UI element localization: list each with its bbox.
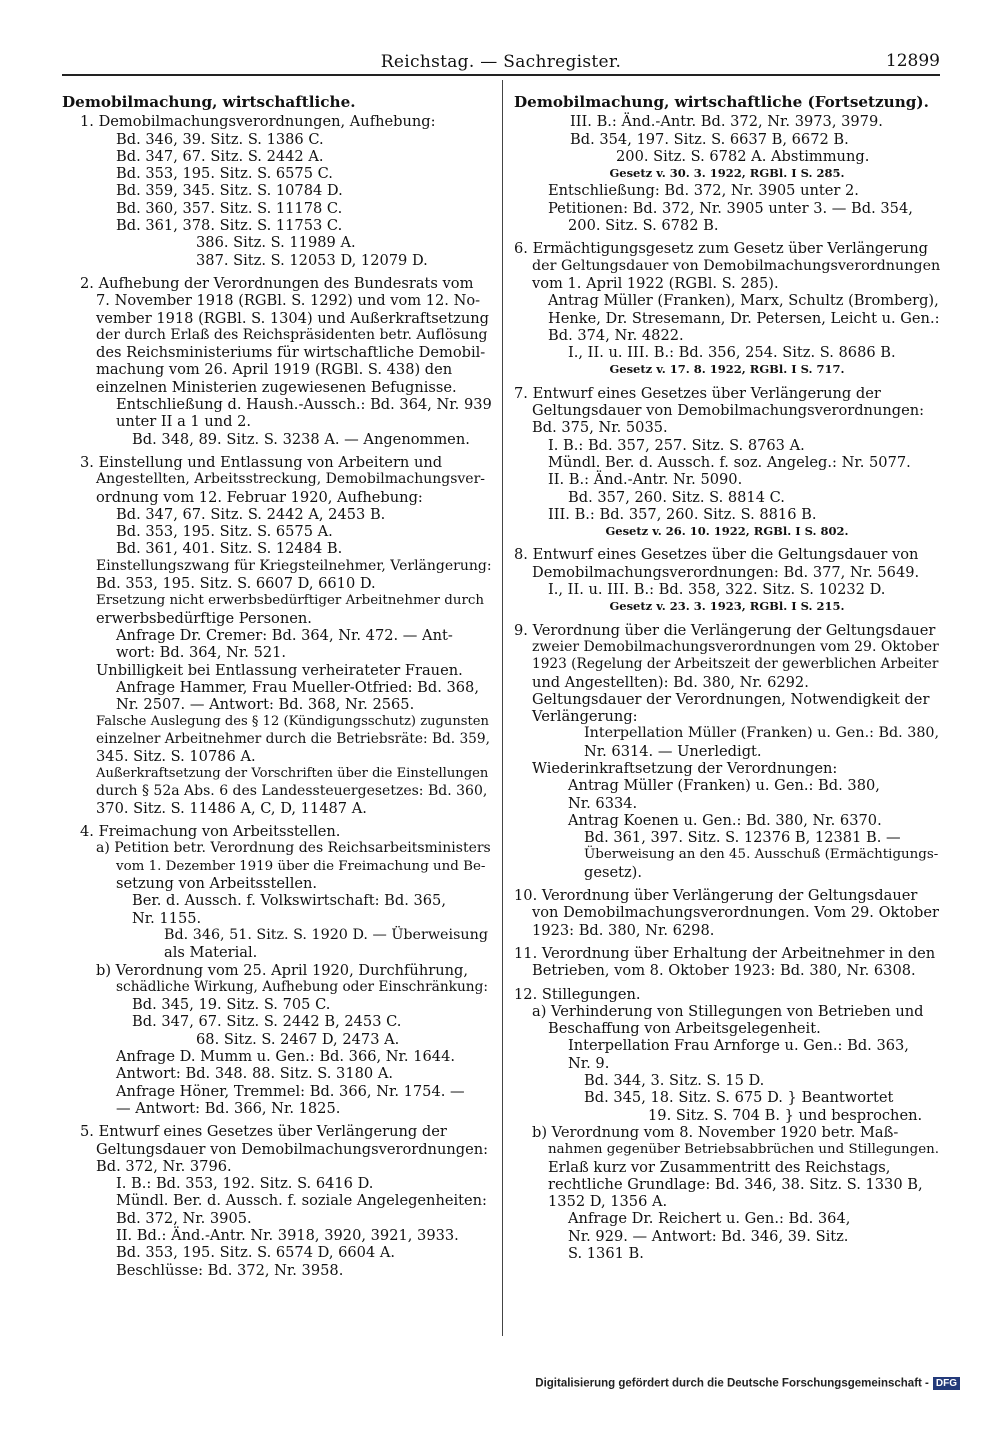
index-line: Demobilmachungsverordnungen: Bd. 377, Nr. 5649.: [532, 563, 920, 581]
index-line: Entschließung: Bd. 372, Nr. 3905 unter 2.: [548, 182, 859, 200]
law-reference: Gesetz v. 30. 3. 1922, RGBl. I S. 285.: [609, 166, 845, 181]
index-line: Bd. 346, 51. Sitz. S. 1920 D. — Überweisung: [164, 926, 488, 943]
index-line: Bd. 346, 39. Sitz. S. 1386 C.: [116, 130, 324, 148]
index-line: Henke, Dr. Stresemann, Dr. Petersen, Leicht u. Gen.:: [548, 309, 940, 327]
index-line: — Antwort: Bd. 366, Nr. 1825.: [116, 1099, 341, 1117]
index-line: Bd. 360, 357. Sitz. S. 11178 C.: [116, 199, 343, 217]
index-line: I., II. u. III. B.: Bd. 356, 254. Sitz. S. 8686 B.: [568, 344, 896, 362]
column-divider: [502, 80, 503, 1336]
index-line: 9. Verordnung über die Verlängerung der Geltungsdauer: [514, 621, 936, 639]
index-line: II. Bd.: Änd.-Antr. Nr. 3918, 3920, 3921, 3933.: [116, 1227, 459, 1244]
index-line: Anfrage Dr. Cremer: Bd. 364, Nr. 472. — Ant-: [116, 626, 453, 644]
index-line: Beschlüsse: Bd. 372, Nr. 3958.: [116, 1261, 344, 1279]
index-line: Bd. 354, 197. Sitz. S. 6637 B, 6672 B.: [570, 130, 849, 148]
index-line: 11. Verordnung über Erhaltung der Arbeitnehmer in den: [514, 944, 936, 962]
index-line: Betrieben, vom 8. Oktober 1923: Bd. 380, Nr. 6308.: [532, 962, 916, 980]
index-line: Bd. 361, 378. Sitz. S. 11753 C.: [116, 217, 343, 235]
index-line: 1352 D, 1356 A.: [548, 1193, 668, 1211]
index-line: Nr. 929. — Antwort: Bd. 346, 39. Sitz.: [568, 1227, 849, 1245]
index-line: 345. Sitz. S. 10786 A.: [96, 747, 256, 765]
index-line: Geltungsdauer der Verordnungen, Notwendigkeit der: [532, 690, 930, 708]
index-line: Unbilligkeit bei Entlassung verheirateter Frauen.: [96, 661, 463, 679]
index-line: gesetz).: [584, 863, 642, 881]
law-reference: Gesetz v. 23. 3. 1923, RGBl. I S. 215.: [609, 599, 845, 614]
index-line: Außerkraftsetzung der Vorschriften über die Einstellungen: [96, 766, 489, 782]
index-line: 19. Sitz. S. 704 B. } und besprochen.: [648, 1106, 923, 1124]
index-line: Nr. 2507. — Antwort: Bd. 368, Nr. 2565.: [116, 696, 415, 714]
index-line: Beschaffung von Arbeitsgelegenheit.: [548, 1020, 821, 1038]
index-line: Petitionen: Bd. 372, Nr. 3905 unter 3. — Bd. 354,: [548, 199, 913, 217]
index-line: Bd. 347, 67. Sitz. S. 2442 A, 2453 B.: [116, 505, 386, 523]
index-line: Verlängerung:: [532, 708, 638, 726]
index-line: nahmen gegenüber Betriebsabbrüchen und Stillegungen.: [548, 1142, 940, 1158]
index-line: 2. Aufhebung der Verordnungen des Bundesrats vom: [80, 274, 474, 292]
index-line: Bd. 345, 19. Sitz. S. 705 C.: [132, 996, 331, 1014]
index-line: 8. Entwurf eines Gesetzes über die Geltungsdauer von: [514, 546, 919, 564]
index-line: Erlaß kurz vor Zusammentritt des Reichstags,: [548, 1158, 891, 1176]
index-line: Nr. 6314. — Unerledigt.: [584, 742, 762, 760]
index-line: Bd. 353, 195. Sitz. S. 6575 C.: [116, 165, 333, 183]
index-line: Bd. 345, 18. Sitz. S. 675 D. } Beantwortet: [584, 1089, 894, 1107]
index-line: Anfrage Dr. Reichert u. Gen.: Bd. 364,: [568, 1210, 851, 1228]
footer-text: Digitalisierung gefördert durch die Deutsche Forschungsgemeinschaft -: [535, 1377, 929, 1390]
index-line: als Material.: [164, 944, 258, 962]
index-line: Bd. 347, 67. Sitz. S. 2442 B, 2453 C.: [132, 1013, 402, 1031]
index-line: III. B.: Änd.-Antr. Bd. 372, Nr. 3973, 3979.: [570, 113, 883, 131]
index-line: S. 1361 B.: [568, 1245, 644, 1262]
index-line: Interpellation Frau Arnforge u. Gen.: Bd. 363,: [568, 1037, 909, 1055]
index-line: 7. Entwurf eines Gesetzes über Verlängerung der: [514, 384, 881, 402]
index-line: Ber. d. Aussch. f. Volkswirtschaft: Bd. 365,: [132, 892, 446, 910]
index-line: Bd. 372, Nr. 3905.: [116, 1209, 252, 1227]
index-line: 4. Freimachung von Arbeitsstellen.: [80, 823, 341, 841]
index-line: Bd. 347, 67. Sitz. S. 2442 A.: [116, 147, 324, 165]
index-line: Geltungsdauer von Demobilmachungsverordnungen:: [532, 402, 925, 420]
index-line: III. B.: Bd. 357, 260. Sitz. S. 8816 B.: [548, 505, 817, 523]
index-line: rechtliche Grundlage: Bd. 346, 38. Sitz. S. 1330 B,: [548, 1175, 923, 1193]
index-line: von Demobilmachungsverordnungen. Vom 29. Oktober: [532, 904, 939, 922]
section-heading: Demobilmachung, wirtschaftliche.: [62, 93, 356, 111]
index-line: I. B.: Bd. 353, 192. Sitz. S. 6416 D.: [116, 1175, 374, 1193]
index-line: Interpellation Müller (Franken) u. Gen.: Bd. 380,: [584, 725, 940, 742]
index-line: Angestellten, Arbeitsstreckung, Demobilmachungsver-: [96, 471, 486, 488]
index-line: II. B.: Änd.-Antr. Nr. 5090.: [548, 471, 743, 489]
law-reference: Gesetz v. 17. 8. 1922, RGBl. I S. 717.: [609, 362, 845, 377]
index-line: des Reichsministeriums für wirtschaftliche Demobil-: [96, 344, 486, 362]
index-line: Antrag Koenen u. Gen.: Bd. 380, Nr. 6370.: [568, 811, 882, 829]
right-column: [514, 94, 940, 1262]
index-line: vember 1918 (RGBl. S. 1304) und Außerkraftsetzung: [96, 309, 490, 327]
index-line: Mündl. Ber. d. Aussch. f. soz. Angeleg.: Nr. 5077.: [548, 453, 911, 471]
index-line: a) Verhinderung von Stillegungen von Betrieben und: [532, 1002, 924, 1020]
index-line: 7. November 1918 (RGBl. S. 1292) und vom 12. No-: [96, 292, 481, 310]
page-header: [62, 48, 940, 76]
index-line: 200. Sitz. S. 6782 A. Abstimmung.: [616, 147, 870, 165]
index-line: erwerbsbedürftige Personen.: [96, 609, 312, 627]
page-number: 12899: [885, 51, 940, 71]
index-line: wort: Bd. 364, Nr. 521.: [116, 644, 287, 662]
index-line: Bd. 357, 260. Sitz. S. 8814 C.: [568, 488, 785, 506]
index-line: 1923: Bd. 380, Nr. 6298.: [532, 921, 715, 939]
index-line: unter II a 1 und 2.: [116, 413, 252, 431]
index-line: Bd. 348, 89. Sitz. S. 3238 A. — Angenommen.: [132, 430, 470, 448]
index-line: Anfrage Hammer, Frau Mueller-Otfried: Bd. 368,: [116, 678, 479, 696]
index-line: Bd. 344, 3. Sitz. S. 15 D.: [584, 1072, 765, 1090]
index-line: 1. Demobilmachungsverordnungen, Aufhebung:: [80, 113, 436, 131]
index-line: 10. Verordnung über Verlängerung der Geltungsdauer: [514, 887, 918, 905]
index-line: Bd. 353, 195. Sitz. S. 6607 D, 6610 D.: [96, 575, 376, 593]
index-line: zweier Demobilmachungsverordnungen vom 29. Oktober: [532, 638, 939, 655]
index-line: Anfrage D. Mumm u. Gen.: Bd. 366, Nr. 1644.: [116, 1048, 455, 1066]
index-line: Bd. 374, Nr. 4822.: [548, 326, 684, 344]
index-line: ordnung vom 12. Februar 1920, Aufhebung:: [96, 488, 423, 506]
index-line: Mündl. Ber. d. Aussch. f. soziale Angelegenheiten:: [116, 1192, 487, 1210]
index-line: 386. Sitz. S. 11989 A.: [196, 234, 356, 252]
index-line: Geltungsdauer von Demobilmachungsverordnungen:: [96, 1140, 489, 1158]
index-line: Nr. 9.: [568, 1054, 610, 1072]
index-line: Einstellungszwang für Kriegsteilnehmer, Verlängerung:: [96, 557, 492, 574]
index-line: a) Petition betr. Verordnung des Reichsarbeitsministers: [96, 840, 491, 857]
index-line: machung vom 26. April 1919 (RGBl. S. 438) den: [96, 361, 453, 379]
index-line: 12. Stillegungen.: [514, 985, 641, 1003]
index-line: Anfrage Höner, Tremmel: Bd. 366, Nr. 1754. —: [116, 1082, 465, 1100]
index-line: I. B.: Bd. 357, 257. Sitz. S. 8763 A.: [548, 436, 805, 454]
index-line: Bd. 359, 345. Sitz. S. 10784 D.: [116, 182, 343, 200]
index-line: 370. Sitz. S. 11486 A, C, D, 11487 A.: [96, 799, 367, 817]
index-line: schädliche Wirkung, Aufhebung oder Einschränkung:: [116, 978, 488, 995]
index-line: vom 1. Dezember 1919 über die Freimachung und Be-: [116, 858, 486, 874]
index-line: b) Verordnung vom 8. November 1920 betr. Maß-: [532, 1123, 899, 1141]
index-line: vom 1. April 1922 (RGBl. S. 285).: [532, 274, 779, 292]
index-line: und Angestellten): Bd. 380, Nr. 6292.: [532, 673, 809, 691]
index-line: durch § 52a Abs. 6 des Landessteuergesetzes: Bd. 360,: [96, 782, 488, 799]
index-line: Ersetzung nicht erwerbsbedürftiger Arbeitnehmer durch: [96, 593, 484, 609]
index-line: Überweisung an den 45. Ausschuß (Ermächtigungs-: [584, 847, 939, 863]
index-line: I., II. u. III. B.: Bd. 358, 322. Sitz. S. 10232 D.: [548, 581, 886, 599]
index-line: Bd. 353, 195. Sitz. S. 6575 A.: [116, 523, 333, 541]
index-line: Bd. 372, Nr. 3796.: [96, 1157, 232, 1175]
index-line: einzelner Arbeitnehmer durch die Betriebsräte: Bd. 359,: [96, 730, 490, 747]
section-heading: Demobilmachung, wirtschaftliche (Fortsetzung).: [514, 93, 929, 111]
index-line: 5. Entwurf eines Gesetzes über Verlängerung der: [80, 1123, 447, 1141]
index-line: b) Verordnung vom 25. April 1920, Durchführung,: [96, 961, 468, 979]
index-line: Bd. 361, 401. Sitz. S. 12484 B.: [116, 540, 343, 558]
index-line: 6. Ermächtigungsgesetz zum Gesetz über Verlängerung: [514, 240, 928, 258]
index-line: 387. Sitz. S. 12053 D, 12079 D.: [196, 251, 428, 269]
index-line: Wiederinkraftsetzung der Verordnungen:: [532, 759, 838, 777]
law-reference: Gesetz v. 26. 10. 1922, RGBl. I S. 802.: [605, 524, 849, 539]
index-line: Nr. 6334.: [568, 794, 638, 812]
index-line: Bd. 353, 195. Sitz. S. 6574 D, 6604 A.: [116, 1244, 396, 1262]
index-line: 68. Sitz. S. 2467 D, 2473 A.: [196, 1030, 400, 1048]
footer-credit: [535, 1377, 960, 1390]
index-line: 1923 (Regelung der Arbeitszeit der gewerblichen Arbeiter: [532, 656, 939, 673]
index-line: setzung von Arbeitsstellen.: [116, 875, 318, 893]
index-line: Antwort: Bd. 348. 88. Sitz. S. 3180 A.: [116, 1065, 394, 1083]
index-line: Antrag Müller (Franken), Marx, Schultz (Bromberg),: [548, 292, 939, 310]
index-line: Antrag Müller (Franken) u. Gen.: Bd. 380,: [568, 777, 880, 795]
left-column: [62, 94, 492, 1279]
index-line: Bd. 361, 397. Sitz. S. 12376 B, 12381 B. —: [584, 829, 901, 847]
index-line: der durch Erlaß des Reichspräsidenten betr. Auflösung: [96, 326, 488, 343]
index-line: einzelnen Ministerien zugewiesenen Befugnisse.: [96, 378, 457, 396]
index-line: Nr. 1155.: [132, 909, 202, 927]
index-line: Falsche Auslegung des § 12 (Kündigungsschutz) zugunsten: [96, 714, 489, 730]
index-line: Entschließung d. Haush.-Aussch.: Bd. 364, Nr. 939: [116, 396, 492, 414]
running-title: Reichstag. — Sachregister.: [380, 52, 622, 72]
dfg-logo: DFG: [933, 1377, 960, 1390]
index-line: Bd. 375, Nr. 5035.: [532, 419, 668, 437]
index-line: der Geltungsdauer von Demobilmachungsverordnungen: [532, 257, 941, 274]
index-line: 3. Einstellung und Entlassung von Arbeitern und: [80, 453, 443, 471]
index-line: 200. Sitz. S. 6782 B.: [568, 217, 719, 235]
